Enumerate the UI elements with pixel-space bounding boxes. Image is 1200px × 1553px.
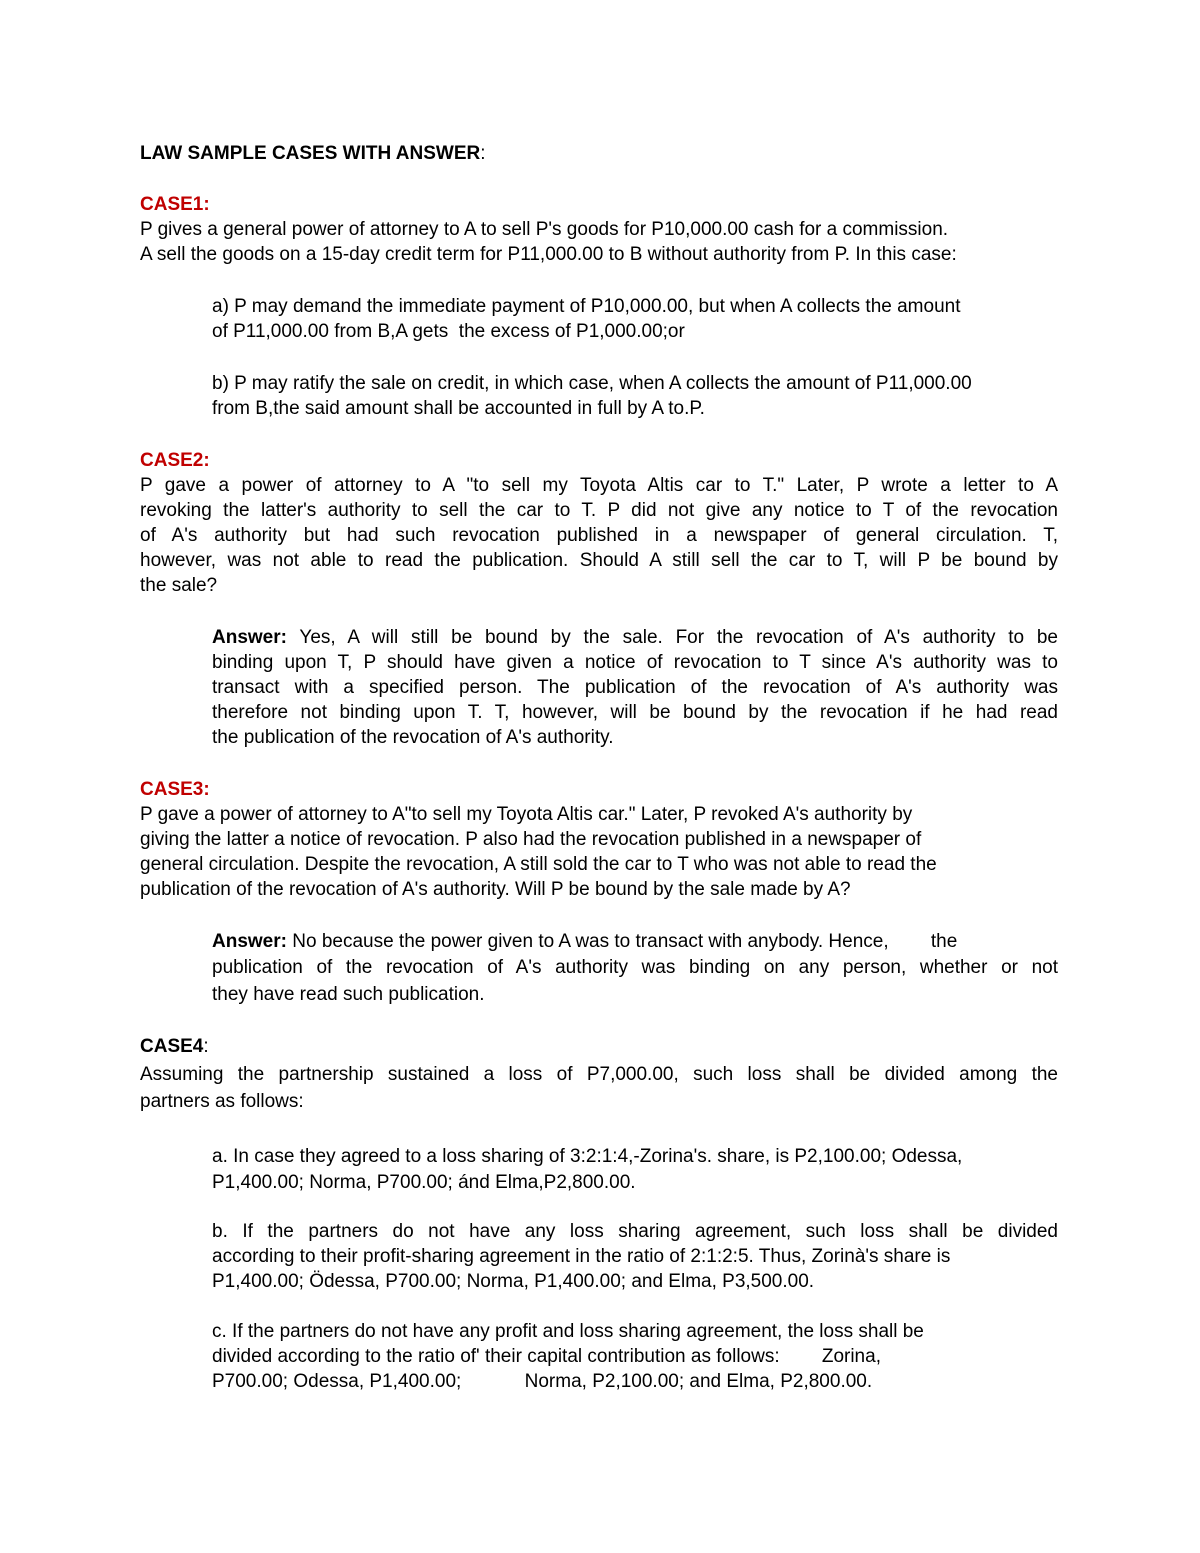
case4-body-line: partners as follows: <box>140 1091 304 1112</box>
case2-body-line: revoking the latter's authority to sell the car to T. P did not give any notice to T of the revocation <box>140 500 1058 521</box>
case3-heading: CASE3: <box>140 779 210 800</box>
case1-option-a-line: of P11,000.00 from B,A gets the excess of P1,000.00;or <box>212 321 685 342</box>
case3-answer-line: publication of the revocation of A's authority was binding on any person, whether or not <box>212 957 1058 978</box>
case2-answer-first-line <box>212 626 1058 650</box>
case2-heading: CASE2: <box>140 450 210 471</box>
case1-heading: CASE1: <box>140 194 210 215</box>
case4-heading-suffix: : <box>203 1036 209 1057</box>
case3-answer-line: they have read such publication. <box>212 984 485 1005</box>
case4-item-c-line: P700.00; Odessa, P1,400.00; Norma, P2,100.00; and Elma, P2,800.00. <box>212 1371 873 1392</box>
case3-body-line: general circulation. Despite the revocation, A still sold the car to T who was not able to read the <box>140 854 937 875</box>
case3-answer-first-line <box>212 930 957 954</box>
case2-body-line: P gave a power of attorney to A "to sell my Toyota Altis car to T." Later, P wrote a letter to A <box>140 475 1058 496</box>
case4-item-b-line: according to their profit-sharing agreement in the ratio of 2:1:2:5. Thus, Zorinà's share is <box>212 1246 951 1267</box>
case1-body-line: P gives a general power of attorney to A to sell P's goods for P10,000.00 cash for a commission. <box>140 219 949 240</box>
case4-body-line: Assuming the partnership sustained a loss of P7,000.00, such loss shall be divided among the <box>140 1064 1058 1085</box>
title-text: LAW SAMPLE CASES WITH ANSWER <box>140 143 481 164</box>
case3-answer-text: No because the power given to A was to transact with anybody. Hence, the <box>286 931 958 952</box>
case2-body-line: however, was not able to read the publication. Should A still sell the car to T, will P be bound by <box>140 550 1058 571</box>
case4-item-b-line: P1,400.00; Ödessa, P700.00; Norma, P1,400.00; and Elma, P3,500.00. <box>212 1271 815 1292</box>
case3-body-line: P gave a power of attorney to A"to sell my Toyota Altis car." Later, P revoked A's authority by <box>140 804 913 825</box>
case2-answer-line: transact with a specified person. The publication of the revocation of A's authority was <box>212 677 1058 698</box>
case4-heading-text: CASE4 <box>140 1036 204 1057</box>
case3-body-line: giving the latter a notice of revocation. P also had the revocation published in a newspaper of <box>140 829 922 850</box>
case3-body-line: publication of the revocation of A's authority. Will P be bound by the sale made by A? <box>140 879 851 900</box>
case2-body-line: the sale? <box>140 575 218 596</box>
document-title <box>140 142 486 166</box>
case2-answer-line: therefore not binding upon T. T, however, will be bound by the revocation if he had read <box>212 702 1058 723</box>
case1-option-b-line: from B,the said amount shall be accounted in full by A to.P. <box>212 398 705 419</box>
case2-answer-line: binding upon T, P should have given a notice of revocation to T since A's authority was to <box>212 652 1058 673</box>
title-suffix: : <box>480 143 486 164</box>
case1-option-b-line: b) P may ratify the sale on credit, in which case, when A collects the amount of P11,000.00 <box>212 373 972 394</box>
case4-item-a-line: a. In case they agreed to a loss sharing of 3:2:1:4,-Zorina's. share, is P2,100.00; Odessa, <box>212 1146 963 1167</box>
case1-body-line: A sell the goods on a 15-day credit term for P11,000.00 to B without authority from P. In this case: <box>140 244 957 265</box>
case2-answer-text: Yes, A will still be bound by the sale. For the revocation of A's authority to be <box>286 627 1058 648</box>
case4-item-b-line: b. If the partners do not have any loss sharing agreement, such loss shall be divided <box>212 1221 1058 1242</box>
case4-heading <box>140 1035 209 1059</box>
case1-option-a-line: a) P may demand the immediate payment of P10,000.00, but when A collects the amount <box>212 296 961 317</box>
answer-label: Answer: <box>212 931 287 952</box>
case4-item-a-line: P1,400.00; Norma, P700.00; ánd Elma,P2,800.00. <box>212 1172 636 1193</box>
case4-item-c-line: divided according to the ratio of' their capital contribution as follows: Zorina, <box>212 1346 881 1367</box>
answer-label: Answer: <box>212 627 287 648</box>
case4-item-c-line: c. If the partners do not have any profit and loss sharing agreement, the loss shall be <box>212 1321 924 1342</box>
case2-answer-line: the publication of the revocation of A's authority. <box>212 727 614 748</box>
case2-body-line: of A's authority but had such revocation published in a newspaper of general circulation. T, <box>140 525 1058 546</box>
